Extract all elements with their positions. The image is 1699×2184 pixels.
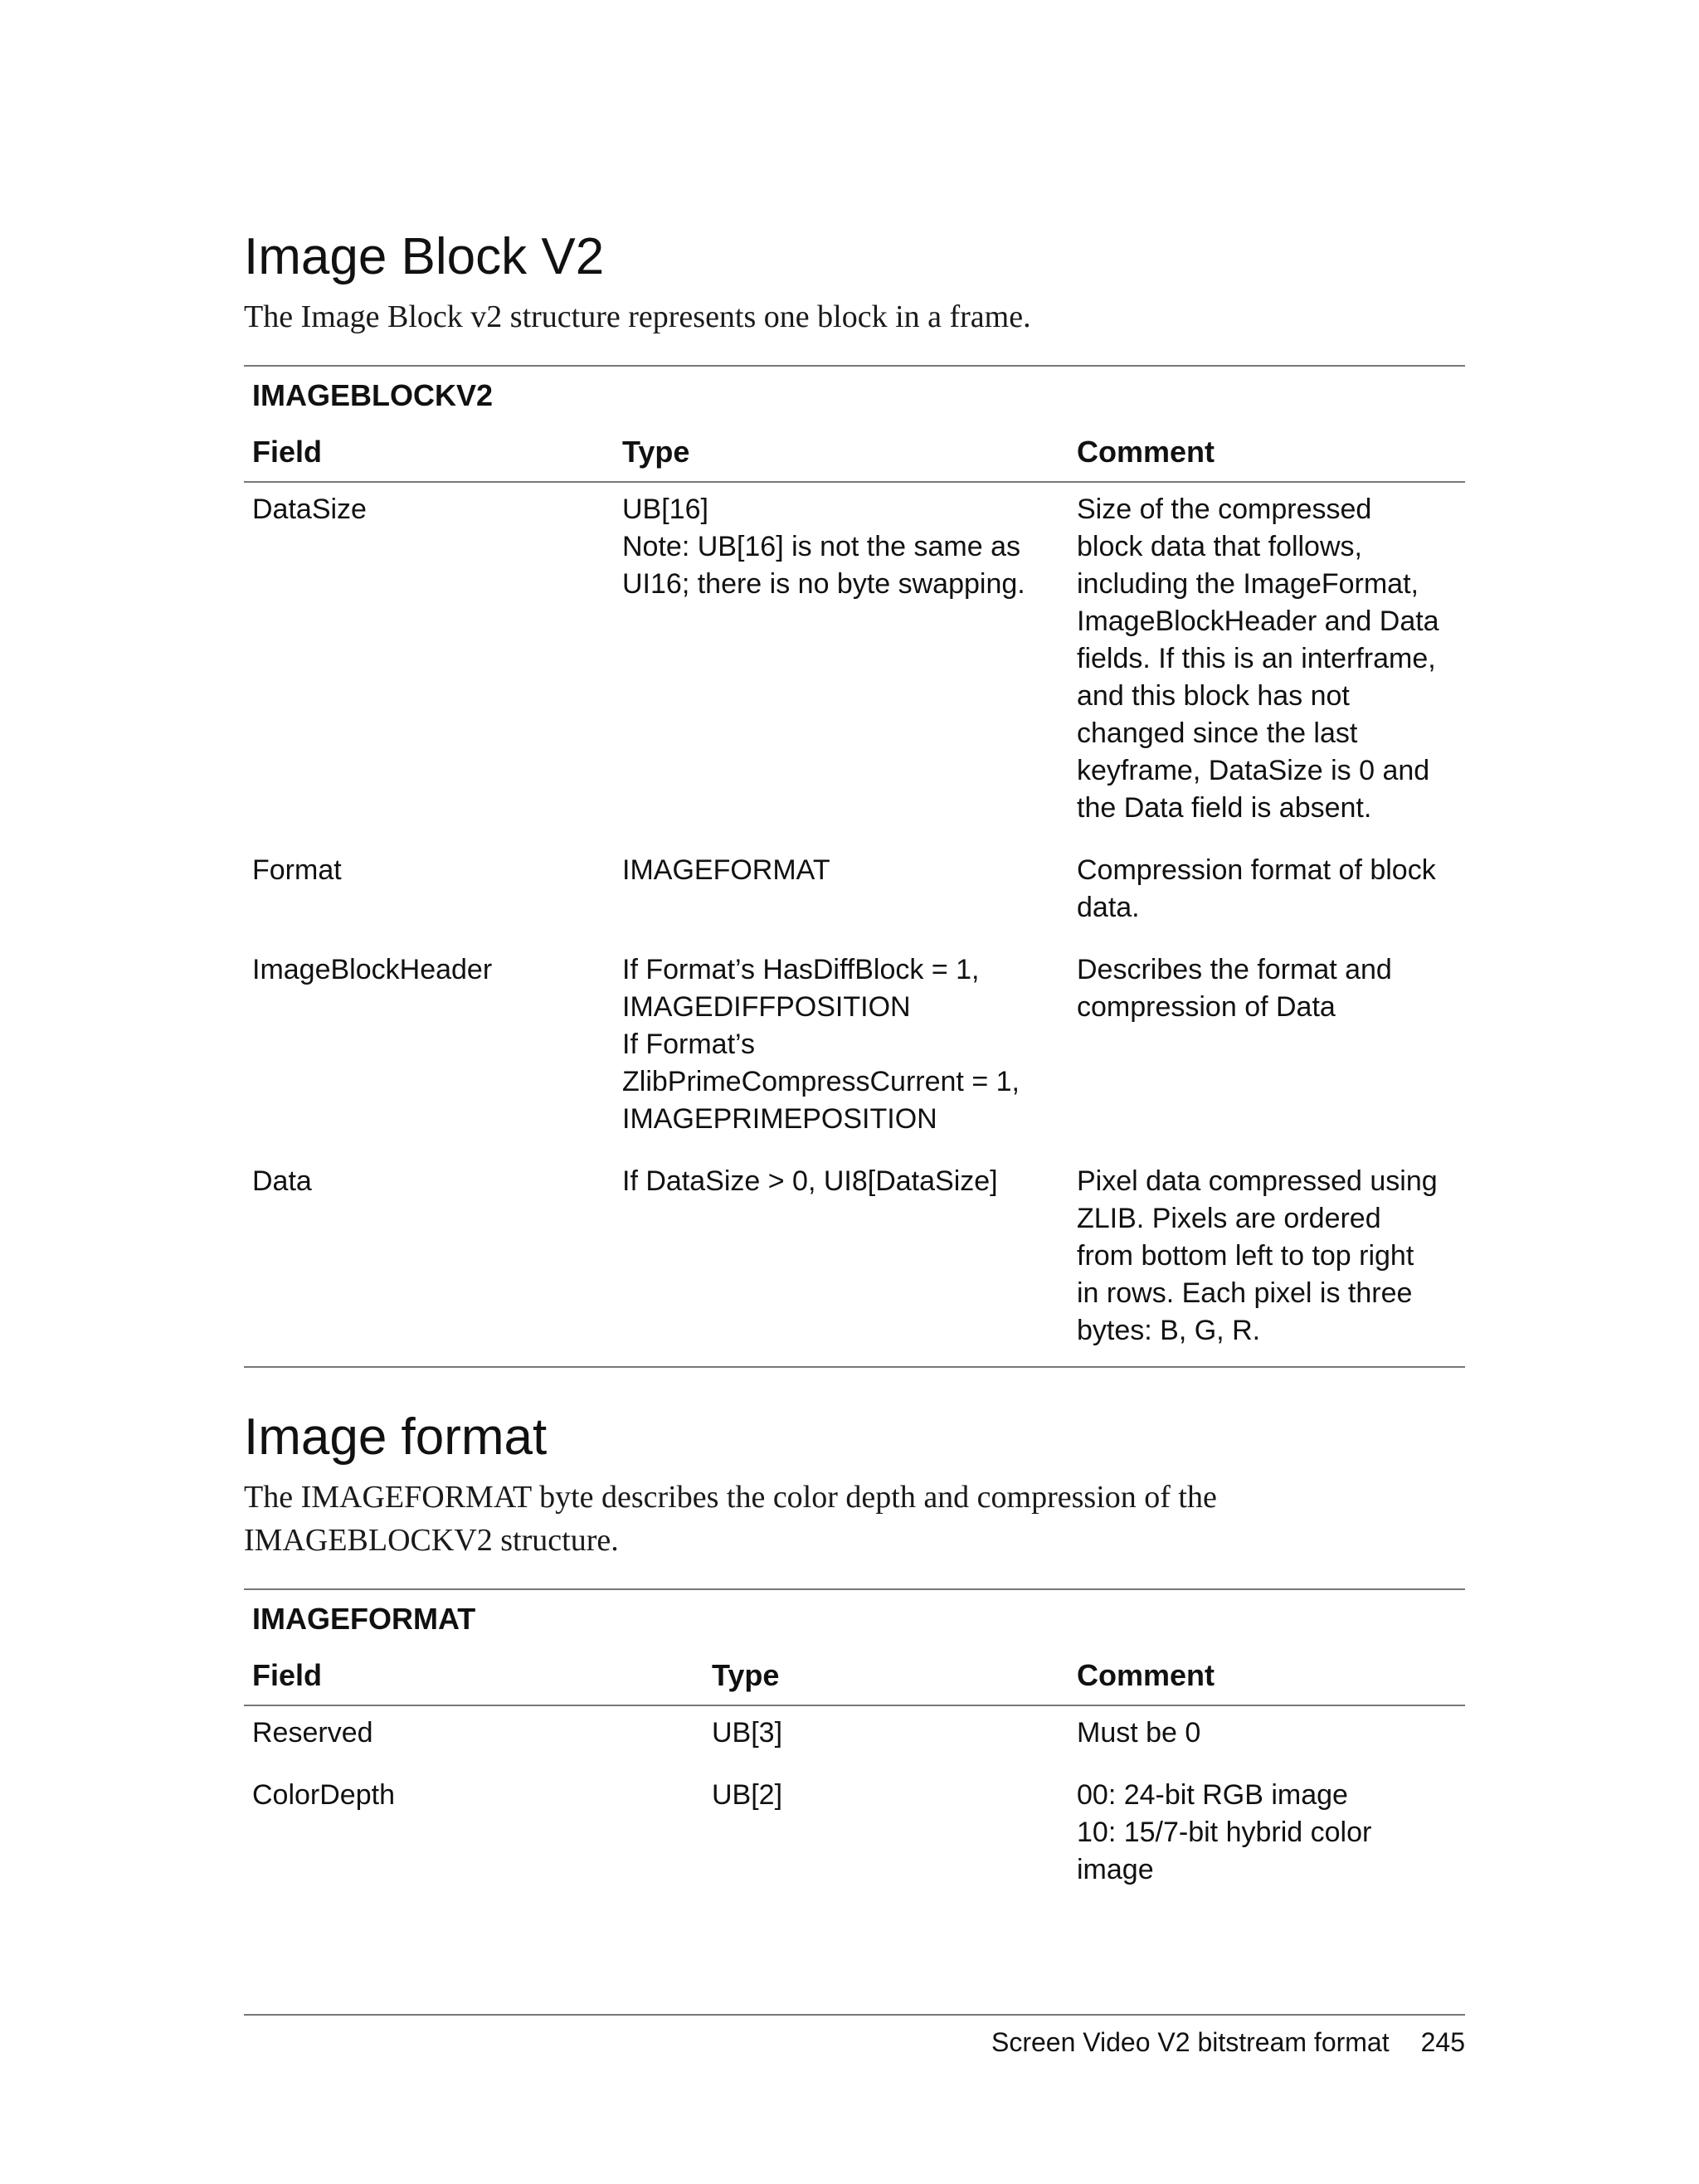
page-footer bbox=[991, 2024, 1465, 2060]
table-header-row bbox=[244, 1638, 1465, 1706]
comment-cell: Must be 0 bbox=[1077, 1717, 1201, 1749]
table-caption: IMAGEBLOCKV2 bbox=[252, 378, 494, 412]
type-cell: If Format’s HasDiffBlock = 1, IMAGEDIFFPOSITION If Format’s ZlibPrimeCompressCurrent = 1, IMAGEPRIMEPOSITION bbox=[622, 954, 1020, 1135]
type-cell: UB[3] bbox=[712, 1717, 783, 1749]
footer-divider bbox=[244, 2014, 1465, 2016]
table-caption: IMAGEFORMAT bbox=[252, 1602, 476, 1636]
type-cell: UB[2] bbox=[712, 1779, 783, 1811]
footer-chapter-title: Screen Video V2 bitstream format bbox=[991, 2027, 1390, 2057]
table-row bbox=[244, 1768, 1465, 1905]
field-cell: Data bbox=[252, 1165, 312, 1197]
header-comment: Comment bbox=[1077, 435, 1215, 469]
header-type: Type bbox=[622, 435, 690, 469]
document-page bbox=[244, 224, 1465, 1905]
imageblockv2-table bbox=[244, 365, 1465, 1368]
section-intro: The Image Block v2 structure represents one block in a frame. bbox=[244, 299, 1031, 334]
comment-cell: Compression format of block data. bbox=[1077, 854, 1436, 923]
field-cell: ColorDepth bbox=[252, 1779, 395, 1811]
image-format-section bbox=[244, 1404, 1465, 1905]
field-cell: Reserved bbox=[252, 1717, 373, 1749]
header-field: Field bbox=[252, 435, 323, 469]
field-cell: Format bbox=[252, 854, 342, 886]
header-field: Field bbox=[252, 1658, 323, 1692]
header-type: Type bbox=[712, 1658, 780, 1692]
table-row bbox=[244, 1706, 1465, 1768]
page-number: 245 bbox=[1420, 2027, 1465, 2057]
section-title-image-format: Image format bbox=[244, 1408, 548, 1466]
table-row bbox=[244, 483, 1465, 844]
field-cell: ImageBlockHeader bbox=[252, 954, 493, 985]
comment-cell: Size of the compressed block data that follows, including the ImageFormat, ImageBlockHeader and Data fields. If this is an interframe, and this block has not changed since the last keyframe, DataSize is 0 and the Data field is absent. bbox=[1077, 494, 1439, 824]
comment-cell: Pixel data compressed using ZLIB. Pixels are ordered from bottom left to top right in rows. Each pixel is three bytes: B, G, R. bbox=[1077, 1165, 1438, 1346]
table-row bbox=[244, 1155, 1465, 1366]
header-comment: Comment bbox=[1077, 1658, 1215, 1692]
table-row bbox=[244, 844, 1465, 943]
imageformat-table bbox=[244, 1588, 1465, 1905]
comment-cell: Describes the format and compression of Data bbox=[1077, 954, 1392, 1023]
section-title-image-block-v2: Image Block V2 bbox=[244, 228, 605, 285]
type-cell: UB[16] Note: UB[16] is not the same as UI16; there is no byte swapping. bbox=[622, 494, 1025, 600]
field-cell: DataSize bbox=[252, 494, 367, 525]
type-cell: If DataSize > 0, UI8[DataSize] bbox=[622, 1165, 998, 1197]
table-header-row bbox=[244, 415, 1465, 483]
comment-cell: 00: 24-bit RGB image 10: 15/7-bit hybrid color image bbox=[1077, 1779, 1372, 1885]
table-row bbox=[244, 943, 1465, 1155]
section-intro: The IMAGEFORMAT byte describes the color depth and compression of the IMAGEBLOCKV2 structure. bbox=[244, 1480, 1217, 1558]
type-cell: IMAGEFORMAT bbox=[622, 854, 830, 886]
